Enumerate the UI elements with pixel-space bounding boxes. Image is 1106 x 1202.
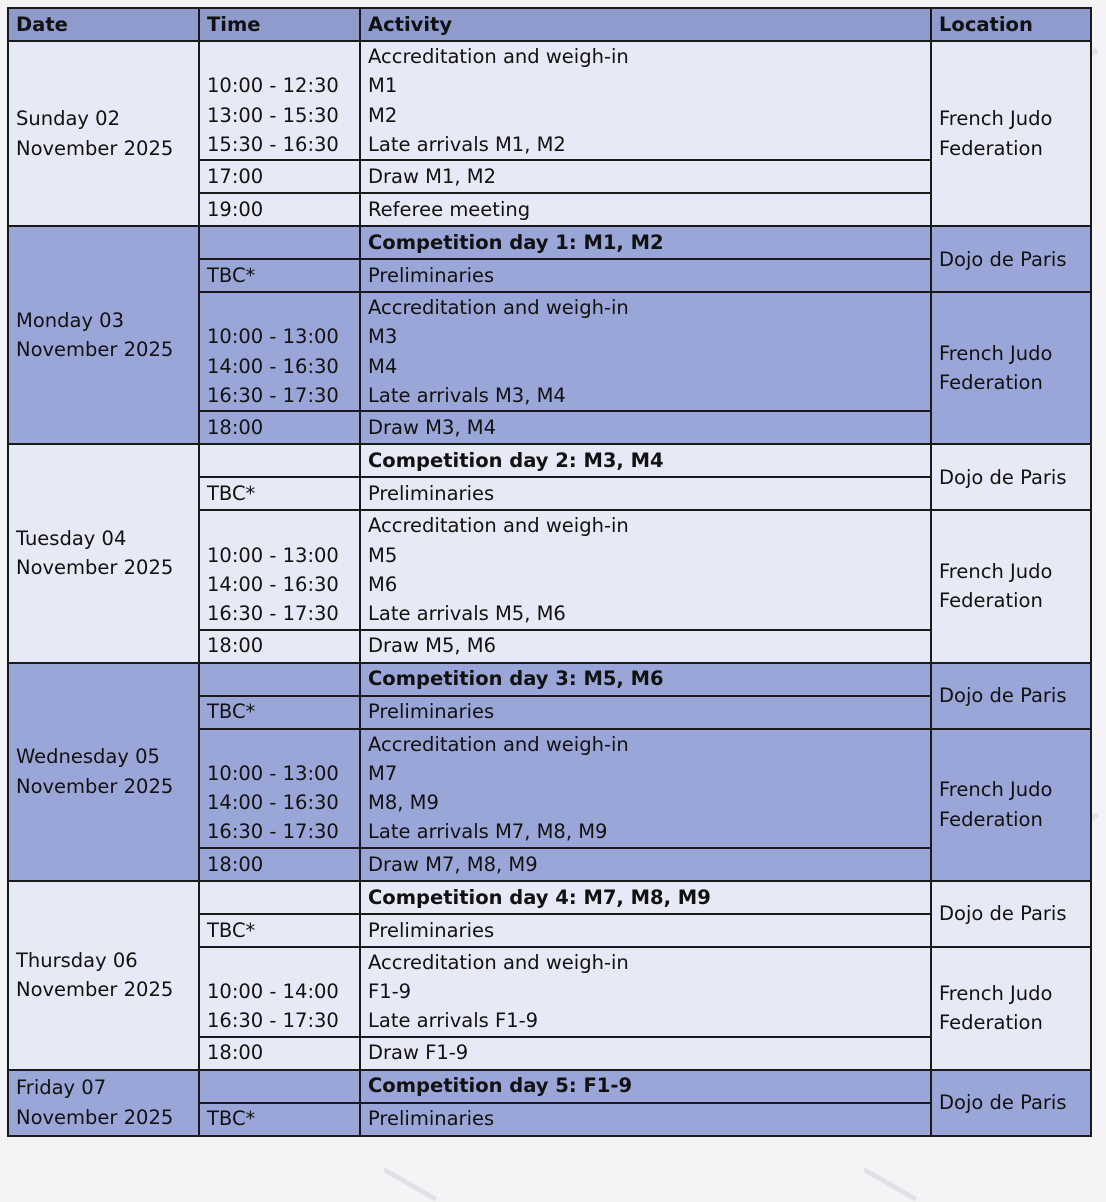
- location-text: Federation: [939, 589, 1043, 613]
- table-header: [8, 8, 1091, 41]
- activity-cell: Preliminaries: [360, 259, 931, 292]
- time-cell: TBC*: [199, 477, 360, 510]
- activity-text: Late arrivals M7, M8, M9: [368, 820, 608, 844]
- time-cell: [199, 947, 360, 1037]
- location-cell: Dojo de Paris: [931, 663, 1091, 729]
- date-cell: [8, 663, 199, 881]
- activity-text: M6: [368, 572, 398, 596]
- time-cell: TBC*: [199, 914, 360, 947]
- date-month-year: November 2025: [16, 338, 174, 362]
- time-value: 10:00 - 13:00: [207, 543, 339, 567]
- day-group-wednesday: [8, 663, 1091, 881]
- time-value: 14:00 - 16:30: [207, 791, 339, 815]
- location-cell: [931, 292, 1091, 444]
- activity-text: Accreditation and weigh-in: [368, 732, 629, 756]
- activity-text: Late arrivals M1, M2: [368, 132, 566, 156]
- location-cell: Dojo de Paris: [931, 1070, 1091, 1136]
- time-spacer: [207, 948, 352, 977]
- date-cell: [8, 41, 199, 226]
- time-cell: TBC*: [199, 1103, 360, 1136]
- activity-cell: [360, 292, 931, 411]
- activity-text: M5: [368, 543, 398, 567]
- date-cell: [8, 1070, 199, 1136]
- location-text: French Judo: [939, 560, 1053, 584]
- date-month-year: November 2025: [16, 136, 174, 160]
- day-group-sunday: [8, 41, 1091, 226]
- activity-cell: Preliminaries: [360, 914, 931, 947]
- time-cell: [199, 41, 360, 160]
- activity-text: M2: [368, 103, 398, 127]
- activity-cell: [360, 947, 931, 1037]
- activity-text: Late arrivals M5, M6: [368, 602, 566, 626]
- activity-text: Late arrivals F1-9: [368, 1009, 539, 1033]
- time-cell: [199, 226, 360, 259]
- time-value: 13:00 - 15:30: [207, 103, 339, 127]
- activity-text: M8, M9: [368, 791, 439, 815]
- date-day: Sunday 02: [16, 107, 120, 131]
- date-month-year: November 2025: [16, 556, 174, 580]
- day-group-thursday: [8, 881, 1091, 1070]
- activity-text: F1-9: [368, 980, 412, 1004]
- time-cell: [199, 1070, 360, 1103]
- time-value: 10:00 - 13:00: [207, 325, 339, 349]
- column-header-location: Location: [931, 8, 1091, 41]
- table-row: [8, 663, 1091, 696]
- time-cell: 19:00: [199, 193, 360, 226]
- date-cell: [8, 226, 199, 444]
- activity-text: Accreditation and weigh-in: [368, 514, 629, 538]
- column-header-activity: Activity: [360, 8, 931, 41]
- location-cell: Dojo de Paris: [931, 444, 1091, 510]
- time-cell: 18:00: [199, 411, 360, 444]
- time-spacer: [207, 293, 352, 322]
- table-row: [8, 444, 1091, 477]
- background-decoration: [863, 1167, 917, 1201]
- activity-text: Late arrivals M3, M4: [368, 384, 566, 408]
- date-month-year: November 2025: [16, 978, 174, 1002]
- time-cell: [199, 663, 360, 696]
- time-spacer: [207, 511, 352, 540]
- activity-cell: Draw M7, M8, M9: [360, 848, 931, 881]
- date-day: Tuesday 04: [16, 527, 127, 551]
- activity-cell: [360, 510, 931, 629]
- competition-cell: Competition day 2: M3, M4: [360, 444, 931, 477]
- time-cell: 18:00: [199, 630, 360, 663]
- header-row: [8, 8, 1091, 41]
- day-group-tuesday: [8, 444, 1091, 662]
- time-value: 16:30 - 17:30: [207, 1009, 339, 1033]
- activity-cell: Draw F1-9: [360, 1037, 931, 1070]
- activity-cell: Draw M1, M2: [360, 160, 931, 193]
- date-cell: [8, 444, 199, 662]
- schedule-table: [7, 7, 1092, 1137]
- date-day: Friday 07: [16, 1076, 107, 1100]
- activity-cell: Draw M3, M4: [360, 411, 931, 444]
- day-group-friday: [8, 1070, 1091, 1136]
- activity-cell: Draw M5, M6: [360, 630, 931, 663]
- activity-text: M4: [368, 354, 398, 378]
- location-text: French Judo: [939, 341, 1053, 365]
- location-cell: [931, 41, 1091, 226]
- location-text: French Judo: [939, 778, 1053, 802]
- day-group-monday: [8, 226, 1091, 444]
- table-row: [8, 226, 1091, 259]
- location-cell: [931, 510, 1091, 662]
- activity-text: M3: [368, 325, 398, 349]
- time-value: 15:30 - 16:30: [207, 132, 339, 156]
- activity-text: Accreditation and weigh-in: [368, 950, 629, 974]
- date-month-year: November 2025: [16, 1105, 174, 1129]
- location-text: Federation: [939, 371, 1043, 395]
- location-text: French Judo: [939, 981, 1053, 1005]
- location-cell: Dojo de Paris: [931, 226, 1091, 292]
- location-text: Federation: [939, 807, 1043, 831]
- activity-cell: Preliminaries: [360, 1103, 931, 1136]
- date-cell: [8, 881, 199, 1070]
- location-text: Federation: [939, 136, 1043, 160]
- time-value: 10:00 - 14:00: [207, 980, 339, 1004]
- time-cell: TBC*: [199, 259, 360, 292]
- activity-text: Accreditation and weigh-in: [368, 296, 629, 320]
- date-day: Thursday 06: [16, 948, 138, 972]
- location-text: Federation: [939, 1011, 1043, 1035]
- location-text: French Judo: [939, 107, 1053, 131]
- time-spacer: [207, 730, 352, 759]
- table-row: [8, 1070, 1091, 1103]
- location-cell: Dojo de Paris: [931, 881, 1091, 947]
- column-header-time: Time: [199, 8, 360, 41]
- location-cell: [931, 947, 1091, 1070]
- date-month-year: November 2025: [16, 774, 174, 798]
- activity-cell: [360, 729, 931, 848]
- background-decoration: [383, 1167, 437, 1201]
- activity-text: Accreditation and weigh-in: [368, 45, 629, 68]
- competition-cell: Competition day 1: M1, M2: [360, 226, 931, 259]
- time-cell: 18:00: [199, 848, 360, 881]
- activity-cell: Referee meeting: [360, 193, 931, 226]
- time-cell: [199, 881, 360, 914]
- time-value: 14:00 - 16:30: [207, 572, 339, 596]
- time-cell: 18:00: [199, 1037, 360, 1070]
- activity-text: M1: [368, 74, 398, 98]
- time-value: 16:30 - 17:30: [207, 602, 339, 626]
- time-value: 10:00 - 12:30: [207, 74, 339, 98]
- time-cell: [199, 729, 360, 848]
- date-day: Wednesday 05: [16, 745, 160, 769]
- time-cell: 17:00: [199, 160, 360, 193]
- column-header-date: Date: [8, 8, 199, 41]
- time-cell: [199, 510, 360, 629]
- time-cell: [199, 292, 360, 411]
- time-cell: TBC*: [199, 696, 360, 729]
- time-spacer: [207, 42, 352, 71]
- table-row: [8, 41, 1091, 160]
- competition-cell: Competition day 4: M7, M8, M9: [360, 881, 931, 914]
- time-value: 16:30 - 17:30: [207, 384, 339, 408]
- activity-text: M7: [368, 761, 398, 785]
- competition-cell: Competition day 5: F1-9: [360, 1070, 931, 1103]
- time-cell: [199, 444, 360, 477]
- activity-cell: Preliminaries: [360, 477, 931, 510]
- location-cell: [931, 729, 1091, 881]
- time-value: 10:00 - 13:00: [207, 761, 339, 785]
- activity-cell: Preliminaries: [360, 696, 931, 729]
- time-value: 16:30 - 17:30: [207, 820, 339, 844]
- competition-cell: Competition day 3: M5, M6: [360, 663, 931, 696]
- date-day: Monday 03: [16, 308, 124, 332]
- time-value: 14:00 - 16:30: [207, 354, 339, 378]
- table-row: [8, 881, 1091, 914]
- activity-cell: [360, 41, 931, 160]
